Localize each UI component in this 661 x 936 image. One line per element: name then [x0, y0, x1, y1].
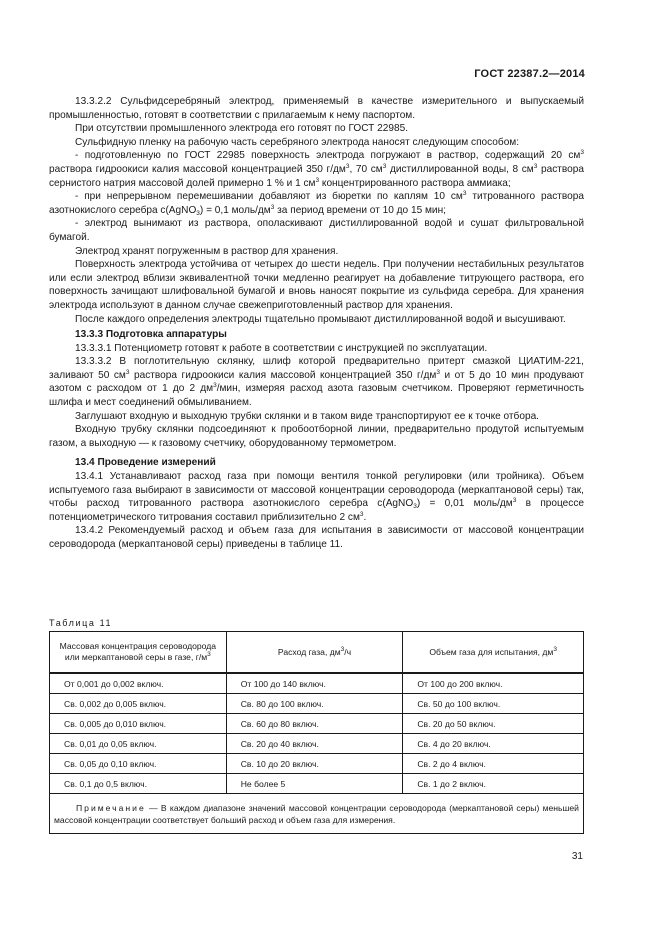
paragraph: Электрод хранят погруженным в раствор для хранения.: [75, 245, 339, 257]
table-cell: Св. 1 до 2 включ.: [403, 774, 584, 794]
paragraph: Заглушают входную и выходную трубки склянки и в таком виде транспортируют ее к точке отбора.: [75, 410, 539, 422]
table-note-row: [50, 794, 584, 834]
table-cell: От 0,001 до 0,002 включ.: [50, 673, 227, 694]
table-cell: От 100 до 140 включ.: [226, 673, 403, 694]
paragraph: 13.3.2.2 Сульфидсеребряный электрод, применяемый в качестве измерительного и выпускаемый промышленностью, готовят в соответствии с прилагаемым к нему паспортом.: [49, 96, 584, 121]
table-row: [50, 734, 584, 754]
data-table: [49, 631, 584, 834]
table-row: [50, 673, 584, 694]
table-caption: Таблица 11: [49, 618, 113, 628]
table-cell: Не более 5: [226, 774, 403, 794]
table-note: Примечание — В каждом диапазоне значений массовой концентрации сероводорода (меркаптановой серы) меньшей массовой концентрации соответствует больший расход и объем газа для измерения.: [50, 794, 584, 834]
main-text: [49, 95, 584, 552]
table-cell: От 100 до 200 включ.: [403, 673, 584, 694]
table-cell: Св. 0,005 до 0,010 включ.: [50, 714, 227, 734]
table-row: [50, 714, 584, 734]
table-row: [50, 774, 584, 794]
paragraph: - подготовленную по ГОСТ 22985 поверхность электрода погружают в раствор, содержащий 20 $см^3$ раствора гидроокиси калия массовой концентрацией 350 $г/дм^3$, 70 $см^3$ дистиллированной воды, 8 $см^3$ раствора сернистого натрия массовой долей примерно 1 % и 1 $см^3$ концентрированного раствора аммиака;: [49, 149, 584, 189]
table-cell: Св. 10 до 20 включ.: [226, 754, 403, 774]
table-cell: Св. 60 до 80 включ.: [226, 714, 403, 734]
paragraph: Сульфидную пленку на рабочую часть серебряного электрода наносят следующим способом:: [75, 136, 520, 148]
table-header-cell: Объем газа для испытания, $дм^3$: [403, 632, 584, 674]
paragraph: - электрод вынимают из раствора, ополаскивают дистиллированной водой и сушат фильтровальной бумагой.: [49, 218, 584, 243]
table-cell: Св. 50 до 100 включ.: [403, 694, 584, 714]
document-code: ГОСТ 22387.2—2014: [474, 68, 585, 80]
table-cell: Св. 20 до 40 включ.: [226, 734, 403, 754]
paragraph: Поверхность электрода устойчива от четырех до шести недель. При получении нестабильных результатов или если электрод вблизи эквивалентной точки медленно реагирует на добавление титрующего раствора, его поверхность зачищают шлифовальной бумагой и вновь наносят покрытие из сульфида серебра. Для хранения электрода используют в данном случае свежеприготовленный раствор для хранения.: [49, 259, 584, 311]
section-heading: 13.3.3 Подготовка аппаратуры: [75, 329, 227, 341]
table-cell: Св. 0,01 до 0,05 включ.: [50, 734, 227, 754]
page-number: 31: [571, 851, 583, 862]
paragraph: При отсутствии промышленного электрода его готовят по ГОСТ 22985.: [75, 123, 408, 135]
table-cell: Св. 2 до 4 включ.: [403, 754, 584, 774]
paragraph: 13.4.2 Рекомендуемый расход и объем газа для испытания в зависимости от массовой концентрации сероводорода (меркаптановой серы) приведены в таблице 11.: [49, 525, 584, 550]
table-cell: Св. 0,1 до 0,5 включ.: [50, 774, 227, 794]
table-cell: Св. 0,05 до 0,10 включ.: [50, 754, 227, 774]
table-row: [50, 694, 584, 714]
paragraph: 13.3.3.1 Потенциометр готовят к работе в соответствии с инструкцией по эксплуатации.: [75, 342, 488, 354]
table-cell: Св. 20 до 50 включ.: [403, 714, 584, 734]
table-row: [50, 754, 584, 774]
table-header-cell: Расход газа, $дм^3/ч$: [226, 632, 403, 674]
table-cell: Св. 4 до 20 включ.: [403, 734, 584, 754]
table-header-row: [50, 632, 584, 674]
table-cell: Св. 80 до 100 включ.: [226, 694, 403, 714]
table-cell: Св. 0,002 до 0,005 включ.: [50, 694, 227, 714]
paragraph: - при непрерывном перемешивании добавляют из бюретки по каплям 10 $см^3$ титрованного раствора азотнокислого серебра c(AgNO$_3$) = 0,1 моль/$дм^3$ за период времени от 10 до 15 мин;: [49, 190, 585, 217]
paragraph: Входную трубку склянки подсоединяют к пробоотборной линии, предварительно продутой испытуемым газом, а выходную — к газовому счетчику, оборудованному термометром.: [49, 424, 584, 449]
paragraph: 13.4.1 Устанавливают расход газа при помощи вентиля тонкой регулировки (или тройника). Объем испытуемого газа выбирают в зависимости от массовой концентрации сероводорода (меркаптановой серы) так, чтобы расход титрованного раствора азотнокислого серебра c(AgNO$_3$) = 0,01 моль/$дм^3$ в процессе потенциометрического титрования составил приблизительно 2 $см^3$.: [49, 471, 585, 523]
table-header-cell: Массовая концентрация сероводорода или меркаптановой серы в газе, $г/м^3$: [50, 632, 227, 674]
paragraph: 13.3.3.2 В поглотительную склянку, шлиф которой предварительно притерт смазкой ЦИАТИМ-221, заливают 50 $см^3$ раствора гидроокиси калия массовой концентрацией 350 $г/дм^3$ и от 5 до 10 мин продувают азотом с расходом от 1 до 2 $дм^3$/мин, измеряя расход азота газовым счетчиком. Проверяют герметичность шлифа и мест соединений обмыливанием.: [49, 356, 584, 409]
paragraph: После каждого определения электроды тщательно промывают дистиллированной водой и высушивают.: [75, 313, 566, 325]
section-heading: 13.4 Проведение измерений: [75, 457, 216, 469]
